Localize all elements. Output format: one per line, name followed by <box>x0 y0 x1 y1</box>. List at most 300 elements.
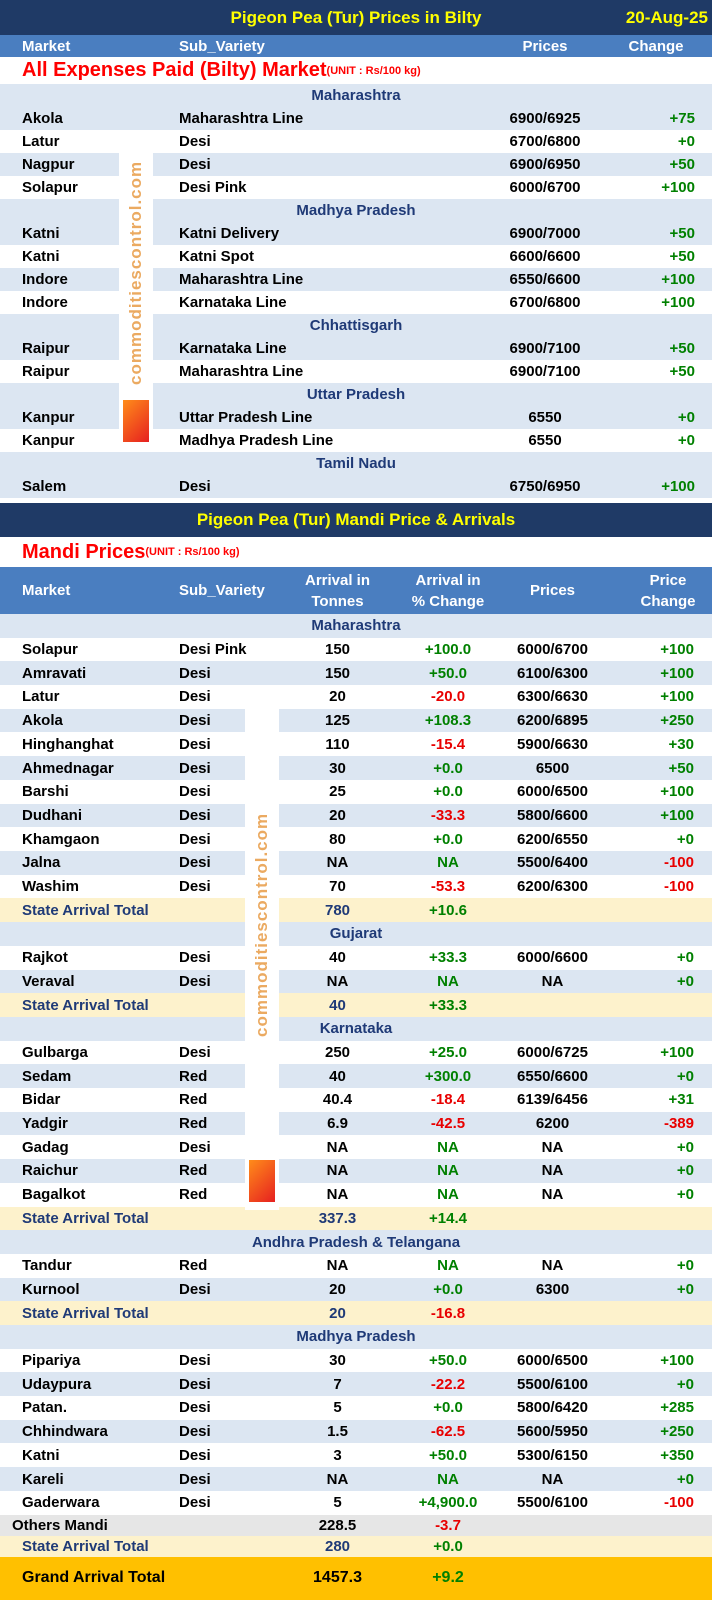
change-cell: +0 <box>676 949 694 967</box>
price-cell: 6139/6456 <box>517 1091 588 1109</box>
arrival-cell: 5 <box>333 1494 342 1512</box>
state-name: Chhattisgarh <box>309 317 403 334</box>
variety-cell: Red <box>179 1162 208 1180</box>
arrival-pct-cell: -53.3 <box>430 878 466 896</box>
market-cell: Solapur <box>22 179 78 196</box>
state-total-row <box>0 993 712 1017</box>
arrival-pct-cell: NA <box>437 1257 459 1275</box>
grand-total-row <box>0 1557 712 1600</box>
change-cell: +0 <box>676 1138 694 1156</box>
column-market: Market <box>22 582 71 599</box>
variety-cell: Desi <box>179 1352 211 1370</box>
price-cell: NA <box>541 972 564 990</box>
price-cell: 6550/6600 <box>517 1067 588 1085</box>
arrival-cell: NA <box>326 972 349 990</box>
variety-cell: Katni Delivery <box>179 225 280 242</box>
mandi-row <box>0 1135 712 1159</box>
arrival-cell: 1457.3 <box>313 1569 362 1587</box>
change-cell: +0 <box>676 1257 694 1275</box>
unit-label: (UNIT : Rs/100 kg) <box>326 64 421 77</box>
arrival-pct-cell: -42.5 <box>430 1115 466 1133</box>
market-cell: Gadag <box>22 1138 69 1156</box>
market-cell: Katni <box>22 1446 60 1464</box>
market-cell: Barshi <box>22 783 69 801</box>
arrival-cell: 20 <box>329 1304 346 1322</box>
bilty-row <box>0 406 712 429</box>
change-cell: +0 <box>677 409 695 426</box>
variety-cell: Desi <box>179 156 211 173</box>
price-cell: 6000/6600 <box>517 949 588 967</box>
column-change: Change <box>628 37 684 55</box>
price-cell: 6000/6700 <box>517 641 588 659</box>
arrival-pct-cell: +0.0 <box>433 1537 463 1555</box>
mandi-state-heading <box>0 1017 712 1041</box>
column-price-change <box>612 567 712 614</box>
bilty-title-bar <box>0 0 712 35</box>
arrival-pct-cell: -22.2 <box>430 1375 466 1393</box>
arrival-pct-cell: +100.0 <box>424 641 472 659</box>
state-name: Madhya Pradesh <box>296 202 416 219</box>
change-cell: +0 <box>676 1375 694 1393</box>
mandi-row <box>0 827 712 851</box>
market-cell: Raipur <box>22 340 70 357</box>
price-cell: 5800/6600 <box>517 806 588 824</box>
variety-cell: Maharashtra Line <box>179 271 304 288</box>
arrival-pct-cell: +33.3 <box>429 949 467 967</box>
bilty-title: Pigeon Pea (Tur) Prices in Bilty <box>230 7 482 27</box>
price-cell: NA <box>541 1162 564 1180</box>
price-cell: 6200/6300 <box>517 878 588 896</box>
variety-cell: Desi <box>179 735 211 753</box>
bilty-row <box>0 222 712 245</box>
bilty-column-header <box>0 35 712 57</box>
mandi-row <box>0 851 712 875</box>
price-cell: NA <box>541 1257 564 1275</box>
column-arrival-pct-line2: % Change <box>411 592 485 610</box>
market-cell: Hinghanghat <box>22 735 114 753</box>
variety-cell: Desi <box>179 949 211 967</box>
column-arrival-pct <box>398 567 498 614</box>
arrival-pct-cell: +0.0 <box>433 1399 463 1417</box>
change-cell: -100 <box>663 878 694 896</box>
mandi-row <box>0 1112 712 1136</box>
mandi-state-heading <box>0 614 712 638</box>
state-name: Karnataka <box>319 1020 393 1038</box>
change-cell: +100 <box>661 179 695 196</box>
bilty-state-heading <box>0 452 712 475</box>
market-cell: Kurnool <box>22 1280 80 1298</box>
price-cell: 6100/6300 <box>517 664 588 682</box>
mandi-row <box>0 780 712 804</box>
market-cell: Veraval <box>22 972 75 990</box>
arrival-pct-cell: -15.4 <box>430 735 466 753</box>
mandi-row <box>0 1467 712 1491</box>
column-arrival-pct-line1: Arrival in <box>415 571 481 589</box>
grand-total-label: Grand Arrival Total <box>22 1569 166 1587</box>
arrival-pct-cell: +50.0 <box>429 664 467 682</box>
watermark <box>119 145 153 450</box>
variety-cell: Desi <box>179 878 211 896</box>
change-cell: +285 <box>660 1399 694 1417</box>
bilty-row <box>0 268 712 291</box>
arrival-cell: 5 <box>333 1399 342 1417</box>
arrival-pct-cell: +108.3 <box>424 712 472 730</box>
market-cell: Gulbarga <box>22 1043 88 1061</box>
mandi-row <box>0 1491 712 1515</box>
market-cell: Ahmednagar <box>22 759 114 777</box>
change-cell: +0 <box>677 133 695 150</box>
market-cell: Gaderwara <box>22 1494 100 1512</box>
market-cell: Yadgir <box>22 1115 68 1133</box>
change-cell: +50 <box>669 156 695 173</box>
market-cell: Katni <box>22 248 60 265</box>
state-total-label: State Arrival Total <box>22 1537 149 1555</box>
variety-cell: Desi <box>179 664 211 682</box>
price-cell: 5300/6150 <box>517 1446 588 1464</box>
variety-cell: Red <box>179 1186 208 1204</box>
change-cell: +100 <box>661 271 695 288</box>
change-cell: +50 <box>668 759 694 777</box>
variety-cell: Karnataka Line <box>179 340 287 357</box>
change-cell: +0 <box>676 1186 694 1204</box>
change-cell: +350 <box>660 1446 694 1464</box>
variety-cell: Desi Pink <box>179 641 247 659</box>
variety-cell: Desi <box>179 688 211 706</box>
mandi-title: Pigeon Pea (Tur) Mandi Price & Arrivals <box>196 510 516 529</box>
arrival-cell: 20 <box>329 806 346 824</box>
mandi-column-header <box>0 567 712 614</box>
variety-cell: Desi <box>179 712 211 730</box>
change-cell: +100 <box>660 783 694 801</box>
arrival-pct-cell: +0.0 <box>433 1280 463 1298</box>
mandi-row <box>0 1041 712 1065</box>
variety-cell: Desi <box>179 1423 211 1441</box>
state-total-row <box>0 1301 712 1325</box>
variety-cell: Katni Spot <box>179 248 254 265</box>
change-cell: +0 <box>676 1162 694 1180</box>
price-cell: 6700/6800 <box>509 294 581 311</box>
price-cell: 6000/6725 <box>517 1043 588 1061</box>
mandi-row <box>0 733 712 757</box>
market-cell: Rajkot <box>22 949 68 967</box>
mandi-row <box>0 804 712 828</box>
variety-cell: Desi <box>179 806 211 824</box>
change-cell: +100 <box>660 1043 694 1061</box>
column-market: Market <box>22 37 71 55</box>
variety-cell: Desi <box>179 759 211 777</box>
arrival-pct-cell: +10.6 <box>429 901 467 919</box>
logo-icon <box>123 400 149 442</box>
bilty-section-heading <box>0 57 712 84</box>
arrival-pct-cell: +0.0 <box>433 783 463 801</box>
market-cell: Pipariya <box>22 1352 81 1370</box>
report-date: 20-Aug-25 <box>625 7 708 27</box>
mandi-row <box>0 1349 712 1373</box>
change-cell: +50 <box>669 248 695 265</box>
change-cell: -389 <box>663 1115 694 1133</box>
price-cell: 6550/6600 <box>509 271 581 288</box>
price-cell: 6200 <box>535 1115 570 1133</box>
arrival-pct-cell: +0.0 <box>433 830 463 848</box>
state-total-label: State Arrival Total <box>22 996 149 1014</box>
arrival-cell: 40 <box>329 949 346 967</box>
column-sub-variety: Sub_Variety <box>179 582 265 599</box>
price-cell: 6300/6630 <box>517 688 588 706</box>
bilty-row <box>0 130 712 153</box>
arrival-pct-cell: -20.0 <box>430 688 466 706</box>
market-cell: Indore <box>22 271 68 288</box>
variety-cell: Red <box>179 1115 208 1133</box>
bilty-section-title <box>22 57 622 84</box>
arrival-cell: NA <box>326 854 349 872</box>
watermark <box>245 690 279 1210</box>
unit-label: (UNIT : Rs/100 kg) <box>145 546 240 558</box>
price-cell: 6900/6925 <box>509 110 581 127</box>
bilty-row <box>0 107 712 130</box>
arrival-cell: 6.9 <box>327 1115 348 1133</box>
market-cell: Nagpur <box>22 156 75 173</box>
arrival-pct-cell: +9.2 <box>432 1569 464 1587</box>
state-total-label: State Arrival Total <box>22 1209 149 1227</box>
price-cell: 6750/6950 <box>509 478 581 495</box>
mandi-section-label: Mandi Prices <box>22 540 146 563</box>
variety-cell: Desi <box>179 1043 211 1061</box>
mandi-row <box>0 1183 712 1207</box>
change-cell: +0 <box>676 1470 694 1488</box>
arrival-cell: 150 <box>324 641 351 659</box>
arrival-pct-cell: NA <box>437 1138 459 1156</box>
mandi-row <box>0 1420 712 1444</box>
change-cell: +100 <box>660 641 694 659</box>
arrival-cell: 7 <box>333 1375 342 1393</box>
variety-cell: Desi <box>179 830 211 848</box>
variety-cell: Uttar Pradesh Line <box>179 409 313 426</box>
watermark-text: commoditiescontrol.com <box>126 160 145 385</box>
market-cell: Kareli <box>22 1470 64 1488</box>
mandi-section-heading <box>0 537 712 567</box>
state-total-row <box>0 1536 712 1557</box>
variety-cell: Desi <box>179 1494 211 1512</box>
market-cell: Latur <box>22 133 60 150</box>
arrival-cell: 30 <box>329 759 346 777</box>
column-price-change-line2: Change <box>640 592 696 610</box>
state-name: Maharashtra <box>311 617 401 635</box>
mandi-row <box>0 709 712 733</box>
column-arrival-line1: Arrival in <box>304 571 371 589</box>
change-cell: +100 <box>660 664 694 682</box>
column-prices: Prices <box>522 37 568 55</box>
price-cell: NA <box>541 1470 564 1488</box>
change-cell: +100 <box>660 1352 694 1370</box>
variety-cell: Maharashtra Line <box>179 363 304 380</box>
change-cell: +0 <box>676 1067 694 1085</box>
arrival-pct-cell: NA <box>437 972 459 990</box>
change-cell: +0 <box>676 1280 694 1298</box>
price-cell: 6600/6600 <box>509 248 581 265</box>
arrival-pct-cell: -3.7 <box>435 1516 461 1534</box>
arrival-pct-cell: -33.3 <box>430 806 466 824</box>
state-name: Madhya Pradesh <box>296 1328 416 1346</box>
change-cell: +250 <box>660 712 694 730</box>
variety-cell: Desi <box>179 972 211 990</box>
market-cell: Sedam <box>22 1067 72 1085</box>
market-cell: Jalna <box>22 854 61 872</box>
arrival-pct-cell: NA <box>437 1186 459 1204</box>
change-cell: +0 <box>676 830 694 848</box>
logo-icon <box>249 1160 275 1202</box>
change-cell: +100 <box>661 294 695 311</box>
price-cell: 6200/6550 <box>517 830 588 848</box>
arrival-pct-cell: NA <box>437 854 459 872</box>
price-cell: 5800/6420 <box>517 1399 588 1417</box>
variety-cell: Desi <box>179 1399 211 1417</box>
arrival-cell: 70 <box>329 878 346 896</box>
change-cell: +100 <box>660 806 694 824</box>
market-cell: Salem <box>22 478 67 495</box>
price-cell: 6900/7100 <box>509 340 581 357</box>
market-cell: Solapur <box>22 641 78 659</box>
bilty-state-heading <box>0 314 712 337</box>
variety-cell: Karnataka Line <box>179 294 287 311</box>
variety-cell: Desi <box>179 1138 211 1156</box>
mandi-row <box>0 685 712 709</box>
price-cell: 5600/5950 <box>517 1423 588 1441</box>
arrival-pct-cell: +0.0 <box>433 759 463 777</box>
price-cell: NA <box>541 1138 564 1156</box>
price-cell: 6550 <box>528 409 562 426</box>
arrival-pct-cell: -18.4 <box>430 1091 466 1109</box>
arrival-cell: 25 <box>329 783 346 801</box>
column-price-change-line1: Price <box>649 571 687 589</box>
market-cell: Latur <box>22 688 60 706</box>
arrival-cell: 3 <box>333 1446 342 1464</box>
mandi-row <box>0 756 712 780</box>
column-arrival <box>275 567 400 614</box>
variety-cell: Red <box>179 1091 208 1109</box>
variety-cell: Desi <box>179 478 211 495</box>
market-cell: Akola <box>22 110 63 127</box>
mandi-state-heading <box>0 1325 712 1349</box>
bilty-row <box>0 429 712 452</box>
arrival-cell: 110 <box>325 735 350 753</box>
arrival-pct-cell: +33.3 <box>429 996 467 1014</box>
variety-cell: Desi <box>179 854 211 872</box>
change-cell: +50 <box>669 340 695 357</box>
change-cell: +30 <box>668 735 694 753</box>
mandi-row <box>0 1088 712 1112</box>
arrival-pct-cell: NA <box>437 1470 459 1488</box>
arrival-cell: 20 <box>329 688 346 706</box>
change-cell: +250 <box>660 1423 694 1441</box>
mandi-title-bar <box>0 503 712 537</box>
change-cell: +100 <box>661 478 695 495</box>
market-cell: Udaypura <box>22 1375 92 1393</box>
market-cell: Bagalkot <box>22 1186 86 1204</box>
market-cell: Khamgaon <box>22 830 100 848</box>
price-cell: 6300 <box>535 1280 570 1298</box>
change-cell: +0 <box>676 972 694 990</box>
bilty-row <box>0 360 712 383</box>
mandi-row <box>0 1372 712 1396</box>
arrival-pct-cell: -62.5 <box>430 1423 466 1441</box>
arrival-pct-cell: NA <box>437 1162 459 1180</box>
variety-cell: Madhya Pradesh Line <box>179 432 334 449</box>
variety-cell: Desi <box>179 1375 211 1393</box>
change-cell: +100 <box>660 688 694 706</box>
price-cell: 6200/6895 <box>517 712 588 730</box>
price-cell: 6700/6800 <box>509 133 581 150</box>
mandi-row <box>0 946 712 970</box>
price-cell: 6900/6950 <box>509 156 581 173</box>
market-cell: Amravati <box>22 664 87 682</box>
market-cell: Kanpur <box>22 432 75 449</box>
bilty-state-heading <box>0 84 712 107</box>
arrival-pct-cell: +25.0 <box>429 1043 467 1061</box>
market-cell: Katni <box>22 225 60 242</box>
bilty-row <box>0 245 712 268</box>
market-cell: Indore <box>22 294 68 311</box>
state-total-row <box>0 1207 712 1231</box>
price-cell: 6900/7000 <box>509 225 581 242</box>
arrival-pct-cell: +50.0 <box>429 1352 467 1370</box>
arrival-cell: 20 <box>329 1280 346 1298</box>
arrival-pct-cell: +50.0 <box>429 1446 467 1464</box>
arrival-cell: NA <box>326 1470 349 1488</box>
state-total-label: State Arrival Total <box>22 1304 149 1322</box>
arrival-cell: NA <box>326 1186 349 1204</box>
variety-cell: Desi <box>179 783 211 801</box>
price-cell: 6000/6700 <box>509 179 581 196</box>
market-cell: Akola <box>22 712 63 730</box>
price-cell: 5500/6100 <box>517 1375 588 1393</box>
arrival-pct-cell: +300.0 <box>424 1067 472 1085</box>
arrival-cell: 337.3 <box>318 1209 357 1227</box>
change-cell: -100 <box>663 854 694 872</box>
arrival-pct-cell: -16.8 <box>430 1304 466 1322</box>
market-cell: Dudhani <box>22 806 82 824</box>
mandi-row <box>0 1254 712 1278</box>
variety-cell: Desi <box>179 1446 211 1464</box>
change-cell: -100 <box>663 1494 694 1512</box>
price-cell: 5900/6630 <box>517 735 588 753</box>
state-name: Maharashtra <box>311 87 401 104</box>
variety-cell: Desi Pink <box>179 179 247 196</box>
state-name: Uttar Pradesh <box>306 386 406 403</box>
arrival-cell: 1.5 <box>327 1423 348 1441</box>
price-cell: 5500/6100 <box>517 1494 588 1512</box>
column-arrival-line2: Tonnes <box>311 592 364 610</box>
others-mandi-row <box>0 1515 712 1536</box>
mandi-row <box>0 875 712 899</box>
watermark-text: commoditiescontrol.com <box>252 812 271 1038</box>
mandi-row <box>0 1064 712 1088</box>
price-cell: 6550 <box>528 432 562 449</box>
arrival-cell: 40 <box>329 1067 346 1085</box>
variety-cell: Maharashtra Line <box>179 110 304 127</box>
state-total-row <box>0 898 712 922</box>
market-cell: Washim <box>22 878 79 896</box>
variety-cell: Red <box>179 1257 208 1275</box>
market-cell: Bidar <box>22 1091 61 1109</box>
state-name: Gujarat <box>329 925 383 943</box>
change-cell: +31 <box>668 1091 694 1109</box>
bilty-row <box>0 475 712 498</box>
others-label: Others Mandi <box>12 1516 108 1534</box>
variety-cell: Desi <box>179 133 211 150</box>
change-cell: +50 <box>669 225 695 242</box>
column-sub-variety: Sub_Variety <box>179 37 265 55</box>
bilty-row <box>0 153 712 176</box>
